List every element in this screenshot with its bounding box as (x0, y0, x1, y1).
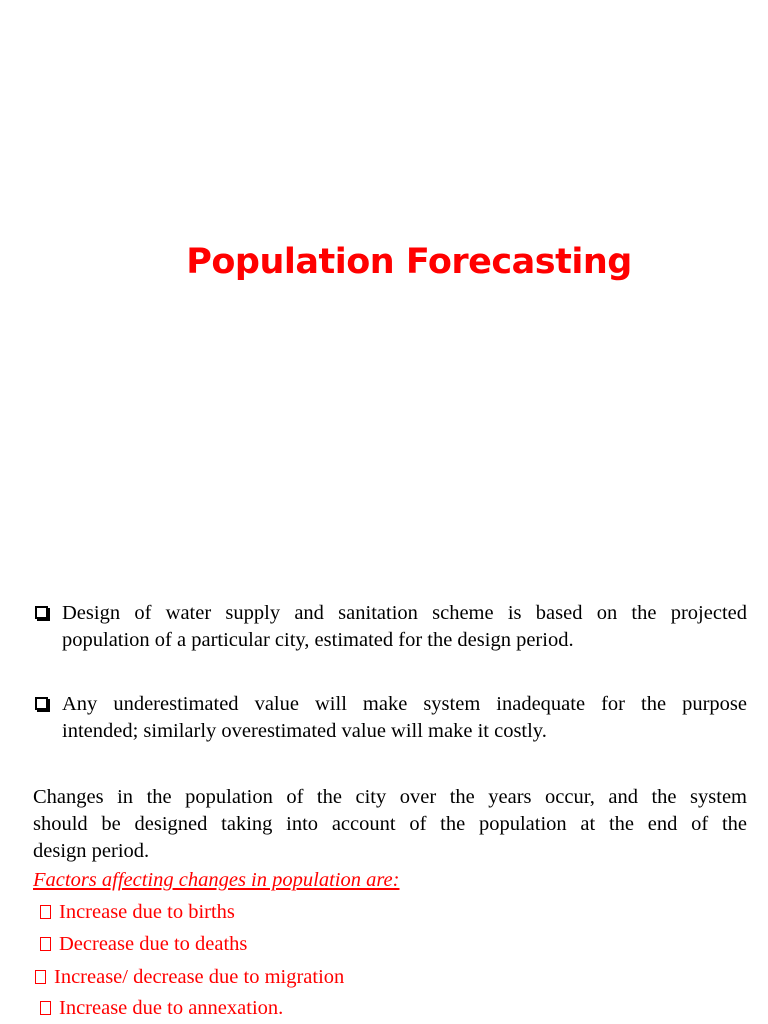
bullet-text-line: intended; similarly overestimated value will make it costly. (62, 720, 547, 742)
factor-text: Decrease due to deaths (59, 933, 248, 955)
paragraph-line: Changes in the population of the city over the years occur, and the system (33, 786, 747, 808)
missing-glyph-icon (40, 905, 51, 919)
bullet-item (33, 600, 747, 654)
checkbox-bullet-icon (35, 606, 48, 619)
paragraph-line: design period. (33, 840, 150, 862)
body-paragraph (33, 784, 747, 865)
factor-item (40, 901, 235, 924)
bullet-text-line: Any underestimated value will make system inadequate for the purpose (62, 693, 747, 715)
missing-glyph-icon (40, 937, 51, 951)
missing-glyph-icon (40, 1001, 51, 1015)
bullet-item (33, 691, 747, 745)
missing-glyph-icon (35, 970, 46, 984)
factor-item (35, 966, 344, 989)
factor-item (40, 933, 247, 956)
bullet-text-line: population of a particular city, estimated for the design period. (62, 629, 574, 651)
checkbox-bullet-icon (35, 697, 48, 710)
factors-heading: Factors affecting changes in population are: (33, 869, 400, 891)
factor-text: Increase due to births (59, 901, 235, 923)
paragraph-line: should be designed taking into account of the population at the end of the (33, 813, 747, 835)
factor-text: Increase/ decrease due to migration (54, 966, 345, 988)
factor-text: Increase due to annexation. (59, 997, 284, 1019)
bullet-text-line: Design of water supply and sanitation scheme is based on the projected (62, 602, 747, 624)
slide-title: Population Forecasting (186, 242, 632, 282)
factor-item (40, 997, 283, 1020)
